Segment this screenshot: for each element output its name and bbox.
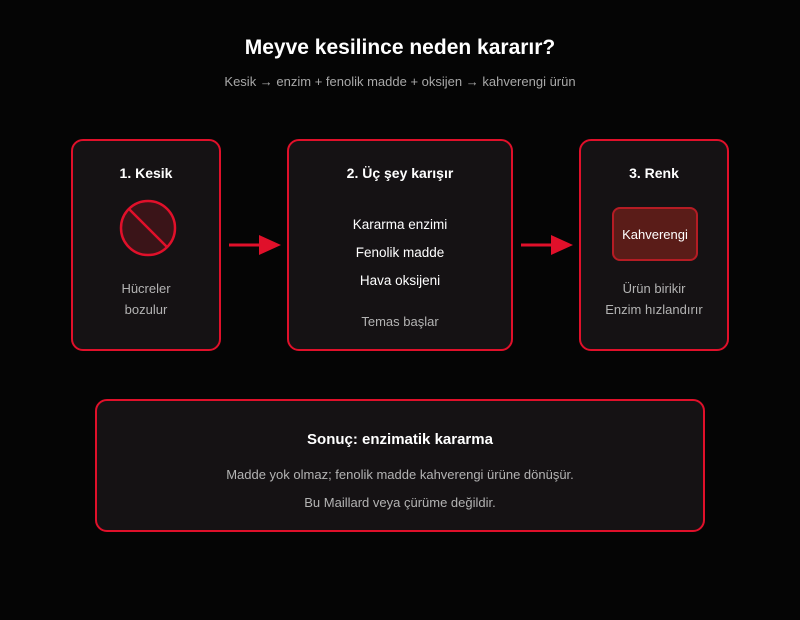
step-color-title: 3. Renk [629,165,679,181]
arrow-right-icon [521,233,575,257]
step-color-line-2: Enzim hızlandırır [605,302,703,317]
step-cut-title: 1. Kesik [119,165,173,181]
result-box [95,399,705,532]
step-mix-box [287,139,513,351]
arrow-right-icon [229,233,283,257]
result-title: Sonuç: enzimatik kararma [307,431,493,448]
step-cut-line-2: bozulur [124,302,168,317]
step-mix-item-enzyme: Kararma enzimi [352,217,448,232]
page-title: Meyve kesilince neden kararır? [244,36,556,59]
result-line-2: Bu Maillard veya çürüme değildir. [304,495,496,510]
step-mix-item-phenolic: Fenolik madde [355,245,445,260]
step-mix-note: Temas başlar [361,314,439,329]
step-color-line-1: Ürün birikir [622,281,686,296]
step-color-box [579,139,729,351]
result-line-1: Madde yok olmaz; fenolik madde kahverengi ürüne dönüşür. [226,467,574,482]
brown-product-swatch: Kahverengi [612,207,698,261]
step-cut-box [71,139,221,351]
step-mix-item-oxygen: Hava oksijeni [359,273,441,288]
prohibited-icon [119,199,177,257]
step-mix-title: 2. Üç şey karışır [346,165,454,181]
page-subtitle: Kesik → enzim + fenolik madde + oksijen → kahverengi ürün [224,74,576,89]
step-cut-line-1: Hücreler [121,281,171,296]
